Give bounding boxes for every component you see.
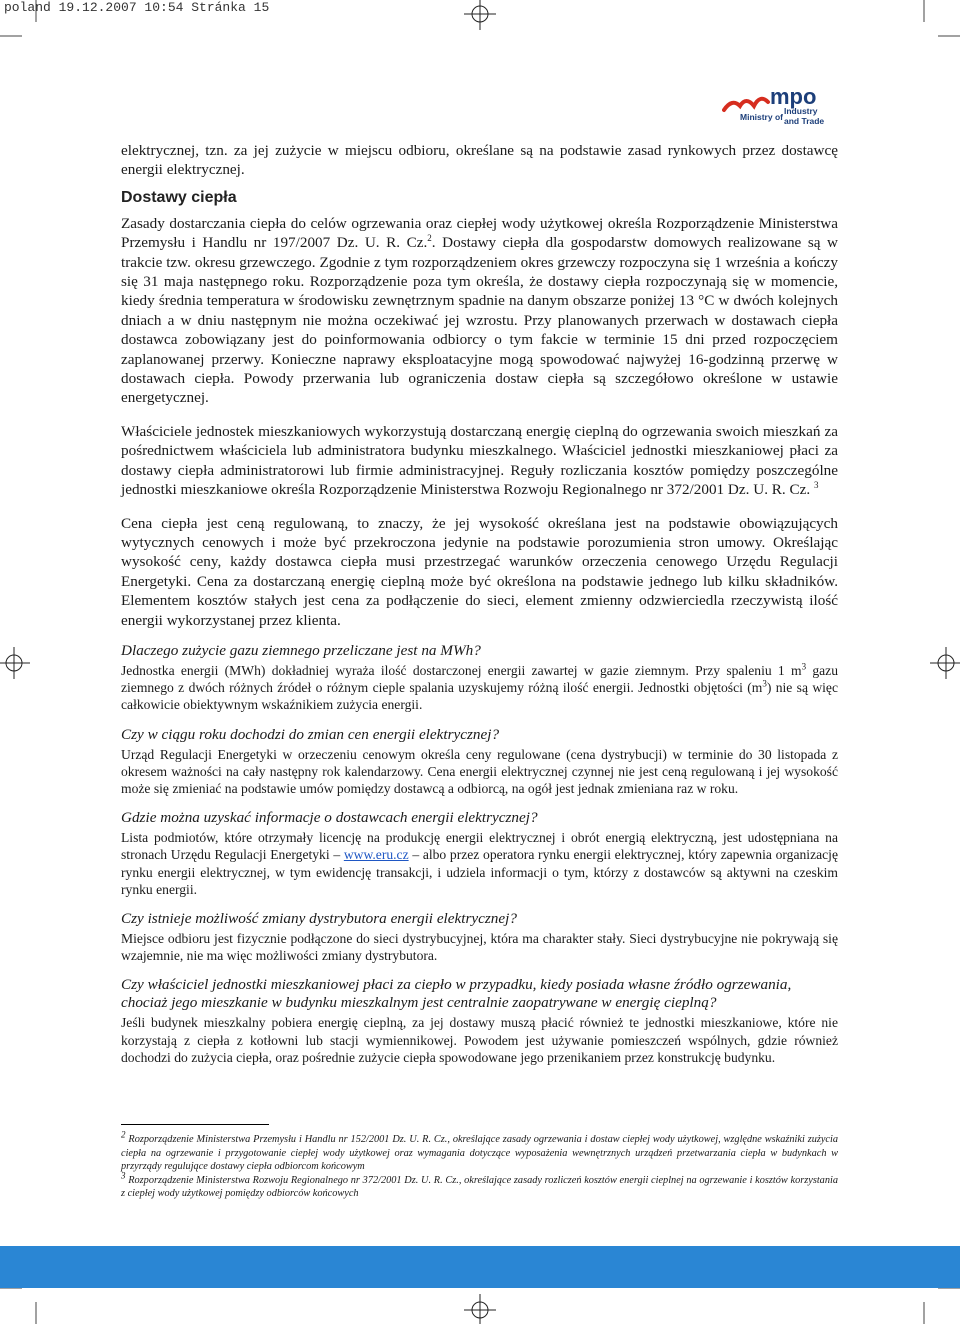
footnote-ref: 2 (427, 233, 432, 244)
answer-text: – albo przez operatora rynku energii elektrycznej, który zapewnia organizację rynku energii elektrycznej, w tym ewidencję transakcji, i udziela informacji o tym, którzy z dostawców są aktywni na czeskim rynku energii. (121, 847, 838, 897)
answer-text: Lista podmiotów, które otrzymały licencję na produkcję energii elektrycznej i obrót energią elektryczną, jest udostępniana na stronach Urzędu Regulacji Energetyki – (121, 830, 838, 863)
section-title: Dostawy ciepła (121, 188, 237, 206)
footnotes (121, 1129, 839, 1201)
paragraph-text: . Dostawy ciepła dla gospodarstw domowych realizowane są w trakcie tzw. okresu grzewczego. Zgodnie z tym rozporządzeniem okres grzewczy rozpoczyna się 1 września a kończy się 31 maja następnego roku. Rozporządzenie poza tym określa, że dostawy ciepła rozpoczynają się w momencie, kiedy średnia temperatura w środowisku zewnętrznym spadnie na danym obszarze poniżej 13 °C w dwóch kolejnych dniach a w dniu następnym nie można oczekiwać jej wzrostu. Przy planowanych przerwach w dostawach ciepła dostawca zobowiązany jest do poinformowania odbiorcy o tym fakcie w terminie 15 dni przed rozpoczęciem zaplanowanej przerwy. Konieczne naprawy eksploatacyjne mogą spowodować najwyżej 16-godzinną przerwę w dostawach ciepła. Powody przerwania lub ograniczenia dostaw ciepła są szczegółowo określone w ustawie energetycznej. (121, 234, 838, 407)
logo-text-line1: Ministry of (740, 112, 783, 122)
answer-3 (121, 829, 838, 898)
answer-text: Jednostka energii (MWh) dokładniej wyraża ilość dostarczonej energii zawartej w gazie ziemnym. Przy spaleniu 1 m (121, 662, 802, 678)
answer-1 (121, 662, 838, 714)
paragraph-text: Zasady dostarczania ciepła do celów ogrzewania oraz ciepłej wody użytkowej określa Rozporządzenie Ministerstwa Przemysłu i Handlu nr 197/2007 Dz. U. R. Cz. (121, 214, 838, 252)
footnote-number: 3 (121, 1170, 126, 1181)
paragraph-price: Cena ciepła jest ceną regulowaną, to znaczy, że jej wysokość określana jest na podstawie obowiązujących wytycznych cenowych i może być przekroczona jedynie na podstawie porozumienia stron umowy. Określając wysokość ceny, każdy dostawca ciepła musi przestrzegać warunków orzeczenia cenowego Urzędu Regulacji Energetyki. Cena za dostarczaną energię cieplną może być określona na podstawie jednego lub kilku składników. Elementem kosztów stałych jest cena za podłączenie do sieci, element zmienny odzwierciedla rzeczywistą ilość energii wykorzystanej przez klienta. (121, 514, 838, 629)
intro-paragraph: elektrycznej, tzn. za jej zużycie w miejscu odbioru, określane są na podstawie zasad rynkowych przez dostawcę energii elektrycznej. (121, 142, 838, 179)
logo-mark: mpo (770, 84, 817, 109)
logo-text-line2: Industry (784, 106, 818, 116)
paragraph-owners (121, 422, 838, 500)
bottom-color-bar (0, 1246, 960, 1288)
footnote-3 (121, 1170, 838, 1201)
footnote-ref: 3 (814, 480, 819, 491)
answer-text: ) nie są więc całkowicie obiektywnym wskaźnikiem zużycia energii. (121, 680, 838, 713)
print-header: poland 19.12.2007 10:54 Stránka 15 (4, 0, 270, 15)
superscript: 3 (762, 678, 767, 689)
footnote-number: 2 (121, 1129, 126, 1140)
answer-2: Urząd Regulacji Energetyki w orzeczeniu cenowym określa ceny regulowane (cena dystrybucji) w terminie do 30 listopada z okresem ważności na cały następny rok kalendarzowy. Cena energii elektrycznej czynnej nie jest ceną regulowaną i jej wysokość może się zmieniać na podstawie umów pomiędzy dostawcą a odbiorcą, na ogół jest jednak zmieniana raz w roku. (121, 746, 838, 796)
eru-link[interactable]: www.eru.cz (343, 847, 409, 863)
superscript: 3 (801, 661, 807, 672)
question-5: Czy właściciel jednostki mieszkaniowej płaci za ciepło w przypadku, kiedy posiada własne źródło ogrzewania, chociaż jego mieszkanie w budynku mieszkalnym jest centralnie zaopatrywane w energię cieplną? (121, 976, 792, 1012)
footnote-2 (121, 1129, 839, 1174)
footnote-text: Rozporządzenie Ministerstwa Przemysłu i Handlu nr 152/2001 Dz. U. R. Cz., określające zasady ogrzewania i dostaw ciepłej wody użytkowej, względne wskaźniki zużycia ciepła na ogrzewanie i przygotowanie ciepłej wody użytkowej oraz wymagania dotyczące wyposażenia wewnętrznych urządzeń przetwarzania ciepła w budynkach w przyrządy regulujące dostawy ciepła odbiorcom końcowym (121, 1134, 839, 1173)
answer-5: Jeśli budynek mieszkalny pobiera energię cieplną, za jej dostawy muszą płacić również te jednostki mieszkaniowe, które nie korzystają z ciepła z kotłowni lub stacji wymiennikowej. Powodem jest używanie pomieszczeń wspólnych, gdzie również dochodzi do zużycia ciepła, oraz pośrednie zużycie ciepła spowodowane jego przenikaniem przez konstrukcję budynku. (121, 1015, 838, 1065)
question-4: Czy istnieje możliwość zmiany dystrybutora energii elektrycznej? (121, 909, 517, 927)
paragraph-text: Właściciele jednostek mieszkaniowych wykorzystują dostarczaną energię cieplną do ogrzewania swoich mieszkań za pośrednictwem właściciela lub administratora budynku mieszkalnego. Właściciel jednostki mieszkaniowej płaci za dostawy ciepła administratorowi lub firmie administracyjnej. Reguły rozliczania kosztów pomiędzy poszczególne jednostki mieszkaniowe określa Rozporządzenie Ministerstwa Rozwoju Regionalnego nr 372/2001 Dz. U. R. Cz. (121, 422, 838, 499)
question-2: Czy w ciągu roku dochodzi do zmian cen energii elektrycznej? (121, 725, 500, 743)
document-body (121, 141, 838, 1066)
answer-text: gazu ziemnego z dwóch różnych źródeł o różnym cieple spalania uzyskujemy różną ilość energii. Jednostki objętości (m (121, 662, 838, 696)
footnote-divider (121, 1124, 269, 1125)
logo-text-line3: and Trade (784, 116, 825, 126)
question-3: Gdzie można uzyskać informacje o dostawcach energii elektrycznej? (121, 809, 538, 827)
footnote-text: Rozporządzenie Ministerstwa Rozwoju Regionalnego nr 372/2001 Dz. U. R. Cz., określające zasady rozliczeń kosztów energii cieplnej na ogrzewanie i kosztów korzystania z ciepłej wody użytkowej pomiędzy odbiorców końcowych (121, 1174, 838, 1200)
answer-4: Miejsce odbioru jest fizycznie podłączone do sieci dystrybucyjnej, która ma charakter stały. Sieci dystrybucyjne nie pokrywają się wzajemnie, nie ma więc możliwości zmiany dystrybutora. (121, 930, 838, 964)
ministry-logo (722, 84, 842, 130)
question-1: Dlaczego zużycie gazu ziemnego przeliczane jest na MWh? (121, 641, 481, 659)
paragraph-heat-supply (121, 214, 838, 408)
